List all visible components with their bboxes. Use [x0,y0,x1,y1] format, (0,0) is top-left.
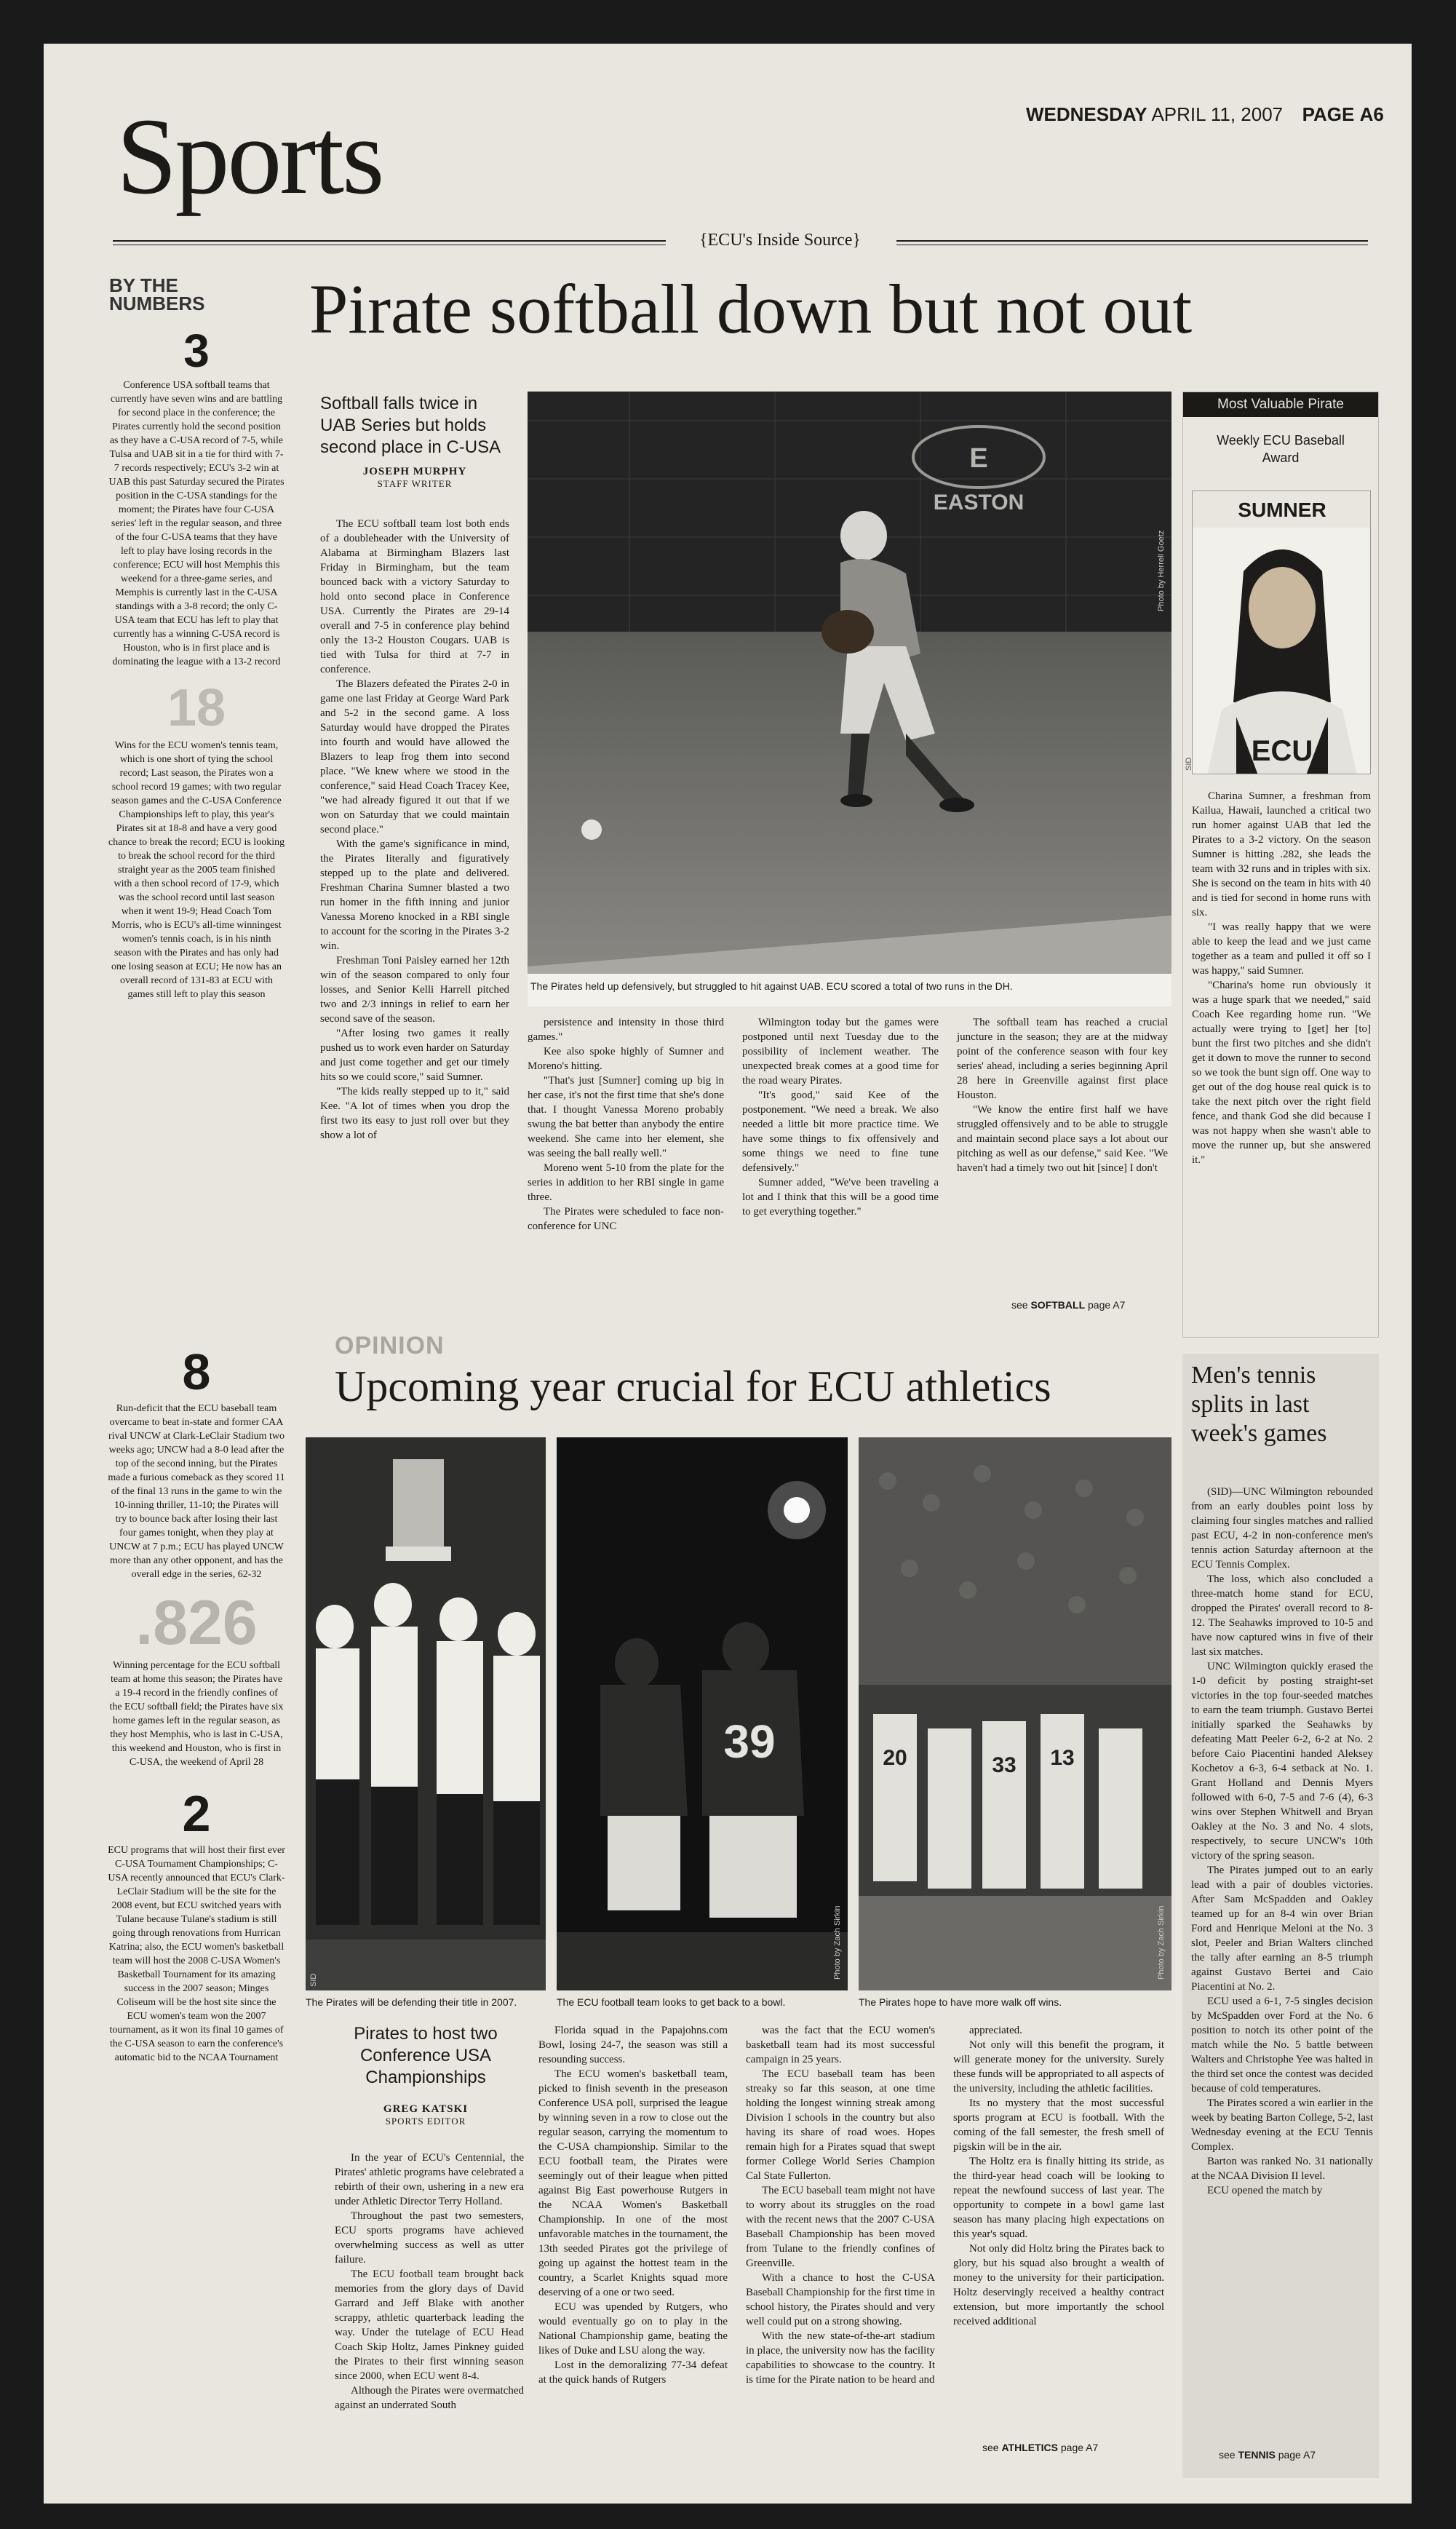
football-caption: The ECU football team looks to get back to a bowl. [557,1996,786,2008]
lead-jump-page: page A7 [1088,1299,1126,1311]
championships-byline-block [335,2103,517,2127]
numbers-heading: BY THE NUMBERS [109,274,205,314]
tennis-sidebar [1182,1354,1379,2478]
article-paragraph: Lost in the demoralizing 77-34 defeat at the quick hands of Rutgers [538,2359,728,2386]
article-paragraph: The ECU softball team lost both ends of a doubleheader with the University of Alabama at Birmingham Blazers last Friday in Birmingham, but the team bounced back with a victory Saturday to hold onto second place in Conference USA. Currently the Pirates are 29-14 overall and 7-5 in conference play behind only the 13-2 Houston Cougars. UAB is tied with Tulsa for third at 7-7 in conference. [320,518,509,675]
jersey-number: 13 [1050,1746,1075,1770]
article-paragraph: "It's good," said Kee of the postponement. "We need a break. We also needed a little bit more practice time. We have some things to fix offensively and some things we need to fine tune defensively." [742,1089,939,1174]
basketball-photo [306,1437,546,1990]
article-paragraph: The Pirates scored a win earlier in the week by beating Barton College, 5-2, last Wednesday evening at the ECU Tennis Complex. [1191,2097,1373,2153]
lead-jump-section: SOFTBALL [1030,1299,1086,1311]
baseball-photo [859,1437,1171,1990]
article-paragraph: ECU used a 6-1, 7-5 singles decision by McSpadden over Ford at the No. 6 position to notch its other point of the match while the No. 5 battle between Walters and Christophe Yee was halted in the third set once the contest was decided because of cold temperatures. [1191,1996,1373,2095]
stat-value: 8 [182,1343,211,1400]
basketball-caption: The Pirates will be defending their title in 2007. [306,1996,517,2008]
tennis-jump-link[interactable]: see TENNIS page A7 [1219,2449,1316,2461]
article-paragraph: Kee also spoke highly of Sumner and Moreno's hitting. [528,1046,724,1072]
basketball-photo-credit: SID [309,1973,318,1987]
article-paragraph: Wilmington today but the games were postponed until next Tuesday due to the possibility of inclement weather. The unexpected break comes at a good time for the road weary Pirates. [742,1017,939,1087]
article-paragraph: ECU opened the match by [1207,2185,1323,2196]
article-paragraph: The Pirates jumped out to an early lead with a pair of doubles victories. After Sam McSpadden and Oakley teamed up for an 8-4 win over Brian Ford and Henrique Meloni at the No. 3 slot, Peeler and Brian Walters clinched the tally after earning an 8-5 triumph against Gustavo Bertei and Caio Piacentini at No. 2. [1191,1865,1373,1993]
tennis-text [1191,1485,1373,2198]
masthead-rule-right [896,240,1368,242]
article-paragraph: The ECU women's basketball team, picked to finish seventh in the preseason Conference USA poll, surprised the league by winning seven in a row to close out the regular season, carrying the momentum to the C-USA championship. Similar to the ECU football team, the Pirates were seemingly out of their league when pitted against Big East powerhouse Rutgers in the NCAA Women's Basketball Championship. In one of the most unfavorable matches in the tournament, the 13th seeded Pirates got the privilege of going up against the hottest team in the country, a Scarlet Knights squad more deserving of a one or two seed. [538,2068,728,2298]
championships-column-4 [953,2023,1164,2329]
mvp-award: Weekly ECU Baseball Award [1217,433,1345,465]
article-paragraph: The Blazers defeated the Pirates 2-0 in game one last Friday at George Ward Park and 5-2 in the second game. A loss Saturday would have dropped the Pirates into fourth and would have allowed the Blazers to leap frog them into second place. "We knew where we stood in the conference," said Head Coach Tracey Kee, "we had already figured it out that if we won on Saturday that we could maintain second place." [320,678,509,835]
mvp-portrait [1193,528,1371,774]
lead-headline: Pirate softball down but not out [309,270,1193,348]
masthead-rule-left [113,240,666,242]
article-paragraph: Florida squad in the Papajohns.com Bowl, losing 24-7, the season was still a resounding success. [538,2025,728,2065]
football-photo-credit: Photo by Zach Sirkin [833,1905,842,1980]
article-paragraph: The ECU football team brought back memories from the glory days of David Garrard and Jeff Blake with another scrappy, athletic quarterback leading the way. Under the tutelage of ECU Head Coach Skip Holtz, James Pinkney guided the Pirates to their first winning season since 2000, when ECU went 8-4. [335,2268,524,2382]
lead-column-2 [528,1015,724,1234]
athletics-jump-page: page A7 [1060,2442,1099,2453]
tennis-jump-page: page A7 [1278,2449,1316,2461]
article-paragraph: "Charina's home run obviously it was a huge spark that we needed," said Coach Kee regarding home run. "We actually were trying to [get] her [to] bunt the first two pitches and she didn't get it down to move the runner to second so we took the bunt sign off. One way to get out of the dog house real quick is to take the next pitch over the right field fence, and thank God she did because I was not happy when she wasn't able to move the runner up, but she answered it." [1192,980,1371,1166]
lead-byline-block [320,466,509,490]
svg-text:ECU: ECU [1251,735,1313,767]
article-paragraph: "That's just [Sumner] coming up big in her case, it's not the first time that she's done that. I thought Vanessa Moreno probably swung the bat better than anybody the entire weekend. She came into her element, she was seeing the ball really well." [528,1075,724,1159]
lead-column-3 [742,1015,939,1219]
jersey-number: 39 [723,1715,776,1768]
mvp-photo-credit: SID [1185,757,1193,771]
athletics-jump-link[interactable]: see ATHLETICS page A7 [982,2442,1099,2453]
dateline-day: WEDNESDAY [1026,103,1147,125]
stat-text: Conference USA softball teams that currently have seven wins and are battling for second place in the conference; the Pirates currently hold the second position as they have a C-USA record of 7-5, while Tulsa and UAB sit in a tie for third with 7-7 records respectively; ECU's 3-2 win at UAB this past Saturday secured the Pirates position in the C-USA standings for the moment; the Pirates have four C-USA series' left in the regular season, and three of the four C-USA teams that they have left to play have losing records in the conference; ECU will host Memphis this weekend for a three-game series, and Memphis is currently last in the C-USA standings with a 3-8 record; the only C-USA team that ECU has left to play that currently has a winning C-USA record is Houston, who is in first place and is dominating the league with a 13-2 record [108,380,285,667]
article-paragraph: Although the Pirates were overmatched against an underrated South [335,2385,524,2411]
newspaper-page [44,44,1412,2504]
article-paragraph: Charina Sumner, a freshman from Kailua, Hawaii, launched a critical two run homer against UAB that led the Pirates to a 3-2 victory. On the season Sumner is hitting .282, she leads the team with 32 runs and in triples with six. She is second on the team in hits with 40 and is tied for second in home runs with six. [1192,790,1371,918]
championships-column-3 [746,2023,935,2387]
article-paragraph: The Holtz era is finally hitting its stride, as the third-year head coach will be looking to repeat the newfound success of last year. The opportunity to compete in a bowl game last season has many placing high expectations on this year's squad. [953,2156,1164,2240]
mvp-text [1192,789,1371,1167]
stat-text: Run-deficit that the ECU baseball team overcame to beat in-state and former CAA rival UNCW at Clark-LeClair Stadium two weeks ago; UNCW had a 8-0 lead after the top of the second inning, but the Pirates made a furious comeback as they scored 11 of the final 13 runs in the game to win the 10-inning thriller, 11-10; the Pirates will try to bounce back after losing their last four games tonight, when they play at UNCW at 7 p.m.; ECU has played UNCW more than any other opponent, and has the overall edge in the series, 62-32 [108,1403,285,1580]
lead-byline-title: STAFF WRITER [377,478,453,489]
article-paragraph: was the fact that the ECU women's basketball team had its most successful campaign in 25 years. [746,2025,935,2065]
masthead-tagline: {ECU's Inside Source} [699,231,861,250]
lead-jump-link[interactable]: see SOFTBALL page A7 [1011,1299,1126,1311]
lead-deck: Softball falls twice in UAB Series but holds second place in C-USA [320,394,501,457]
article-paragraph: Freshman Toni Paisley earned her 12th win of the season compared to only four losses, and Senior Kelli Harrell pitched two and 2/3 innings in relief to earn her second save of the season. [320,955,509,1025]
article-paragraph: The softball team has reached a crucial juncture in the season; they are at the midway point of the conference season with four key series' ahead, including a series beginning April 28 here in Greenville against first place Houston. [957,1017,1168,1101]
baseball-caption: The Pirates hope to have more walk off wins. [859,1996,1062,2008]
article-paragraph: With the new state-of-the-art stadium in place, the university now has the facility capabilities to showcase to the country. It is time for the Pirate nation to be heard and [746,2330,935,2386]
article-paragraph: Moreno went 5-10 from the plate for the series in addition to her RBI single in game three. [528,1162,724,1203]
article-paragraph: The Pirates were scheduled to face non-conference for UNC [528,1206,724,1232]
article-paragraph: "We know the entire first half we have struggled offensively and to be able to struggle and maintain second place says a lot about our pitching as well as our defense," said Kee. "We haven't had a timely two out hit [since] I don't [957,1104,1168,1174]
tennis-jump-section: TENNIS [1238,2449,1276,2461]
mvp-name: SUMNER [1238,499,1326,521]
stat-value: .826 [135,1588,258,1658]
article-paragraph: With a chance to host the C-USA Baseball Championship for the first time in school history, the Pirates should and very well could put on a strong showing. [746,2272,935,2327]
lead-column-1 [320,517,509,1143]
championships-byline: GREG KATSKI [383,2103,469,2115]
article-paragraph: Barton was ranked No. 31 nationally at the NCAA Division II level. [1191,2156,1373,2182]
baseball-photo-credit: Photo by Zach Sirkin [1157,1905,1166,1980]
jersey-number: 33 [992,1753,1017,1777]
article-paragraph: Its no mystery that the most successful sports program at ECU is football. With the coming of the fall semester, the fresh smell of pigskin will be in the air. [953,2097,1164,2153]
article-paragraph: appreciated. [969,2025,1022,2036]
championships-column-2 [538,2023,728,2387]
opinion-headline: Upcoming year crucial for ECU athletics [335,1362,1051,1410]
mvp-box [1182,392,1379,1338]
mvp-photo [1192,491,1371,774]
article-paragraph: "The kids really stepped up to it," said Kee. "A lot of times when you drop the first two its easy to just roll over but they show a lot of [320,1086,509,1141]
softball-photo-caption: The Pirates held up defensively, but struggled to hit against UAB. ECU scored a total of two runs in the DH. [530,980,1013,992]
tennis-headline: Men's tennis splits in last week's games [1191,1362,1327,1447]
softball-photo-credit: Photo by Herrell Goetz [1157,530,1166,611]
championships-byline-title: SPORTS EDITOR [385,2116,466,2127]
sign-text: EASTON [933,491,1025,515]
numbers-column-lower [102,1343,291,2065]
article-paragraph: (SID)—UNC Wilmington rebounded from an early doubles point loss by claiming four singles matches and rallied past ECU, 4-2 in non-conference men's tennis action Saturday afternoon at the ECU Tennis Complex. [1191,1486,1373,1571]
article-paragraph: Not only will this benefit the program, it will generate money for the university. Surely these funds will be appropriated to all aspects of the university, including the athletic facilities. [953,2039,1164,2095]
lead-byline: JOSEPH MURPHY [362,466,467,477]
article-paragraph: The ECU baseball team has been streaky so far this season, at one time holding the longest winning streak among Division I schools in the country but also having its share of road woes. Hopes remain high for a Pirates squad that swept former College World Series Champion Cal State Fullerton. [746,2068,935,2182]
page-number: A6 [1359,103,1384,125]
svg-text:E: E [969,443,988,474]
lead-column-4 [957,1015,1168,1175]
mvp-banner: Most Valuable Pirate [1183,392,1378,417]
article-paragraph: persistence and intensity in those third games." [528,1017,724,1043]
opinion-kicker: OPINION [335,1332,445,1359]
championships-column-1 [335,2151,524,2413]
article-paragraph: Sumner added, "We've been traveling a lot and I think that this will be a good time to get everything together." [742,1177,939,1218]
article-paragraph: "After losing two games it really pushed us to work even harder on Saturday and just come together and get our timely hits so we could score," said Sumner. [320,1028,509,1083]
article-paragraph: ECU was upended by Rutgers, who would eventually go on to play in the National Championship game, beating the likes of Duke and LSU along the way. [538,2301,728,2357]
stat-value: 2 [182,1785,211,1842]
dateline [1026,103,1384,126]
dateline-date: APRIL 11, 2007 [1151,103,1284,125]
article-paragraph: UNC Wilmington quickly erased the 1-0 deficit by posting straight-set victories in the top four-seeded matches to earn the team triumph. Gustavo Bertei initially sparked the Seahawks by defeating Matt Peeler 6-2, 6-2 at No. 2 before Caio Piacentini handed Aleksey Kochetov a 6-3, 6-4 setback at No. 1. Grant Holland and Dennis Myers followed with 6-0, 7-5 and 7-6 (4), 6-3 wins over Stephen Whitwell and Bryan Oakley at the No. 3 and No. 4 slots, respectively, to secure UNCW's 10th victory of the spring season. [1191,1661,1373,1862]
page-label: PAGE [1302,103,1355,125]
article-paragraph: The ECU baseball team might not have to worry about its struggles on the road with the recent news that the 2007 C-USA Baseball Championship has been moved from Tulane to the friendly confines of Greenville. [746,2185,935,2269]
football-photo [557,1437,848,1990]
softball-photo [528,392,1171,1007]
section-title: Sports [116,96,383,217]
article-paragraph: Throughout the past two semesters, ECU sports programs have achieved overwhelming success as well as utter failure. [335,2210,524,2266]
softball-photo-art [528,392,1171,1007]
stat-text: Wins for the ECU women's tennis team, which is one short of tying the school record; Last season, the Pirates won a school record 19 games; with two regular season games and the C-USA Conference Championships left to play, this year's Pirates sit at 18-8 and have a very good chance to break the record; ECU is looking to break the school record for the third straight year as the 2005 team finished with a then school record of 17-9, which was the school record until last season when it went 19-9; Head Coach Tom Morris, who is ECU's all-time winningest women's tennis coach, is in his ninth season with the Pirates and has only had one losing season at ECU; He now has an overall record of 131-83 at ECU with games still left to play this season [108,740,285,1000]
stat-value: 18 [167,679,226,737]
stat-text: Winning percentage for the ECU softball team at home this season; the Pirates have a 19-4 record in the friendly confines of the ECU softball field; the Pirates have six home games left in the regular season, as they host Memphis, who is last in C-USA, this weekend and Houston, who is first in C-USA, the weekend of April 28 [109,1660,284,1768]
article-paragraph: The loss, which also concluded a three-match home stand for ECU, dropped the Pirates' overall record to 8-12. The Seahawks improved to 10-5 and have now captured wins in five of their last six matches. [1191,1573,1373,1658]
stat-text: ECU programs that will host their first ever C-USA Tournament Championships; C-USA recently announced that ECU's Clark-LeClair Stadium will be the site for the 2008 event, but ECU switched years with Tulane because Tulane's stadium is still going through renovations from Hurrican Katrina; also, the ECU women's basketball team will host the 2008 C-USA Women's Basketball Tournament for its amazing success in the 2007 season; Minges Coliseum will be the host site since the ECU women's team won the 2007 tournament, as it won its final 10 games of the C-USA season to earn the conference's automatic bid to the NCAA Tournament [108,1845,285,2063]
stat-value: 3 [183,325,210,377]
article-paragraph: In the year of ECU's Centennial, the Pirates' athletic programs have celebrated a rebirth of their own, ushering in a new era under Athletic Director Terry Holland. [335,2152,524,2207]
article-paragraph: With the game's significance in mind, the Pirates literally and figuratively stepped up to the plate and delivered. Freshman Charina Sumner blasted a two run homer in the fifth inning and junior Vanessa Moreno knocked in a RBI single to account for the scoring in the Pirates 3-2 win. [320,838,509,952]
numbers-column [102,320,291,1001]
article-paragraph: Not only did Holtz bring the Pirates back to glory, but his squad also brought a wealth of money to the university for their participation. Holtz deservingly received a healthy contract extension, but more importantly the school received additional [953,2243,1164,2327]
championships-deck: Pirates to host two Conference USA Championships [354,2024,498,2087]
jersey-number: 20 [883,1746,907,1770]
athletics-jump-section: ATHLETICS [1001,2442,1058,2453]
article-paragraph: "I was really happy that we were able to keep the lead and we just came together as a team and pulled it off so I was happy," said Sumner. [1192,921,1371,977]
